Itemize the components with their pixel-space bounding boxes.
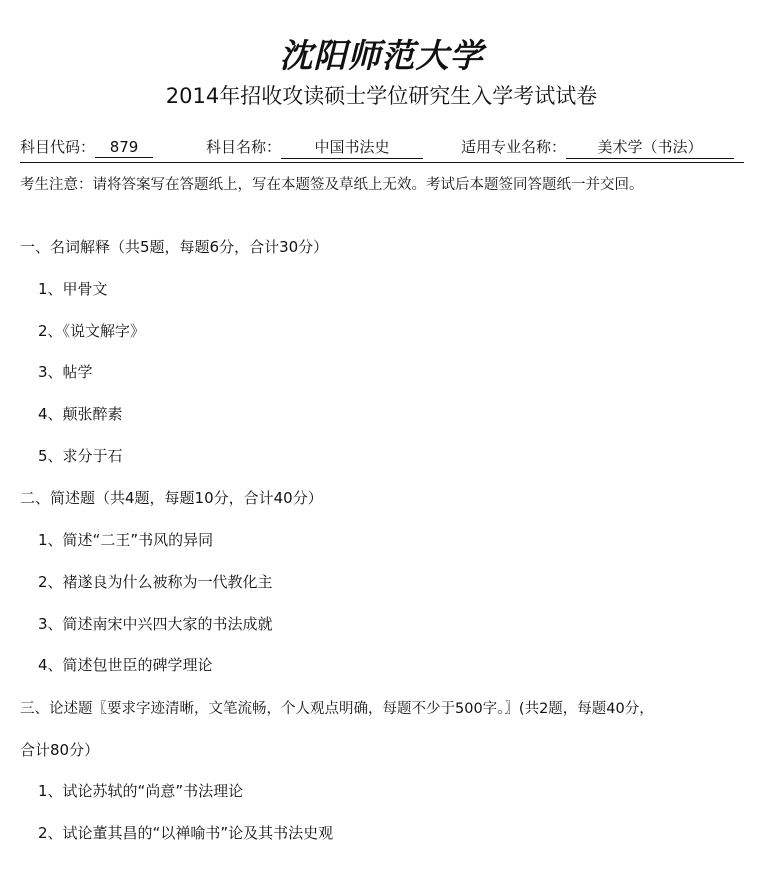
question-item: 3、简述南宋中兴四大家的书法成就 [38,615,273,633]
major-name-value: 美术学（书法） [566,136,734,159]
question-item: 2、褚遂良为什么被称为一代教化主 [38,573,273,591]
question-item: 2、试论董其昌的“以禅喻书”论及其书法史观 [38,824,334,842]
question-item: 1、简述“二王”书风的异同 [38,531,214,549]
question-item: 2、《说文解字》 [38,322,146,340]
subject-code-label: 科目代码： [20,138,96,156]
subject-name-value: 中国书法史 [281,136,423,159]
question-item: 1、试论苏轼的“尚意”书法理论 [38,782,244,800]
major-name-label: 适用专业名称： [461,138,567,156]
question-item: 4、颠张醉素 [38,405,123,423]
question-item: 1、甲骨文 [38,280,108,298]
question-item: 5、求分于石 [38,447,123,465]
question-item: 4、简述包世臣的碑学理论 [38,656,213,674]
section-heading: 三、论述题〖要求字迹清晰，文笔流畅，个人观点明确，每题不少于500字。〗(共2题，每题40分， [20,701,654,717]
subject-code-value: 879 [95,138,153,158]
subject-code-field [20,136,153,158]
exam-title: 2014年招收攻读硕士学位研究生入学考试试卷 [165,84,598,108]
university-logo: 沈阳师范大学 [279,36,484,75]
section-heading-continued: 合计80分） [20,741,100,759]
subject-name-field [206,136,423,159]
header-divider [20,162,744,163]
question-item: 3、帖学 [38,363,93,381]
section-heading: 二、简述题（共4题，每题10分，合计40分） [20,489,323,507]
major-name-field [461,136,734,159]
subject-name-label: 科目名称： [206,138,282,156]
section-heading: 一、名词解释（共5题，每题6分，合计30分） [20,238,329,256]
exam-notice: 考生注意：请将答案写在答题纸上，写在本题签及草纸上无效。考试后本题签同答题纸一并交回。 [20,177,644,193]
